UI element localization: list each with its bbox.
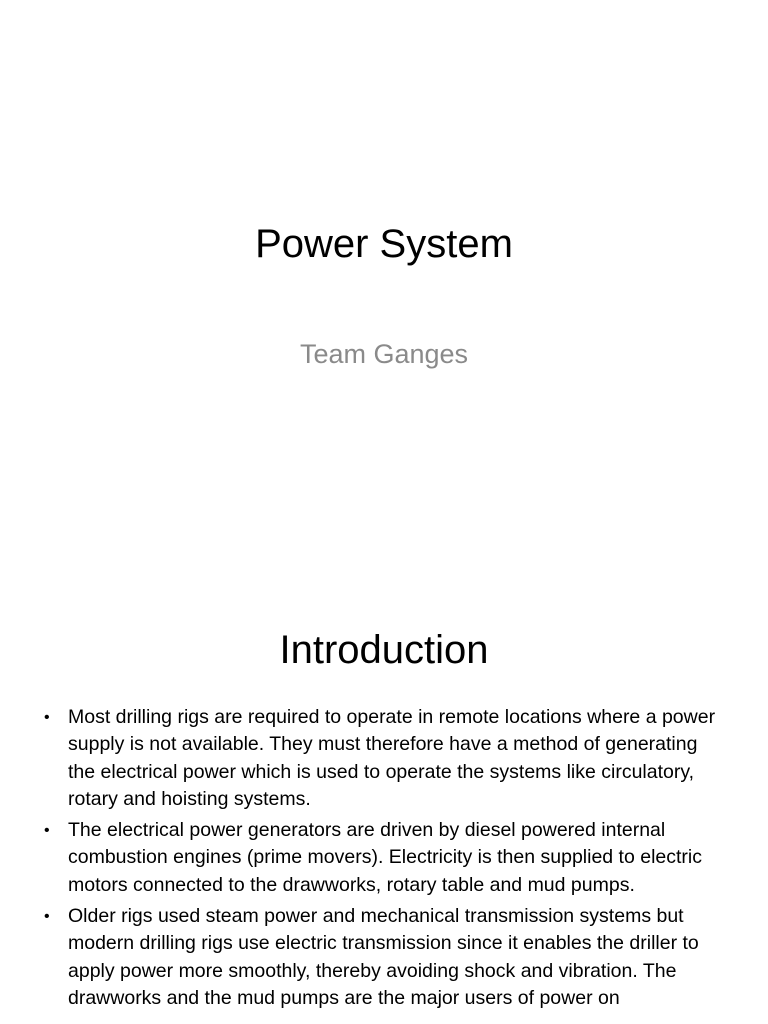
- list-item: [0, 903, 768, 1012]
- bullet-text: Most drilling rigs are required to operate in remote locations where a power supply is not available. They must therefore have a method of generating the electrical power which is used to operate the systems like circulatory, rotary and hoisting systems.: [68, 706, 716, 810]
- list-item: [0, 704, 768, 813]
- bullet-text: The electrical power generators are driven by diesel powered internal combustion engines (prime movers). Electricity is then supplied to electric motors connected to the drawworks, rotary table and mud pumps.: [68, 819, 703, 896]
- list-item: [0, 817, 768, 899]
- slide-subtitle: Team Ganges: [299, 339, 469, 369]
- slide-heading: Introduction: [279, 628, 489, 672]
- bullet-text: Older rigs used steam power and mechanical transmission systems but modern drilling rigs use electric transmission since it enables the driller to apply power more smoothly, thereby avoiding shock and vibration. The drawworks and the mud pumps are the major users of power on: [68, 905, 699, 1009]
- bullet-icon: •: [44, 908, 50, 926]
- bullet-icon: •: [44, 822, 50, 840]
- bullet-list: [0, 704, 768, 1016]
- bullet-icon: •: [44, 709, 50, 726]
- slide-title: Power System: [255, 222, 513, 266]
